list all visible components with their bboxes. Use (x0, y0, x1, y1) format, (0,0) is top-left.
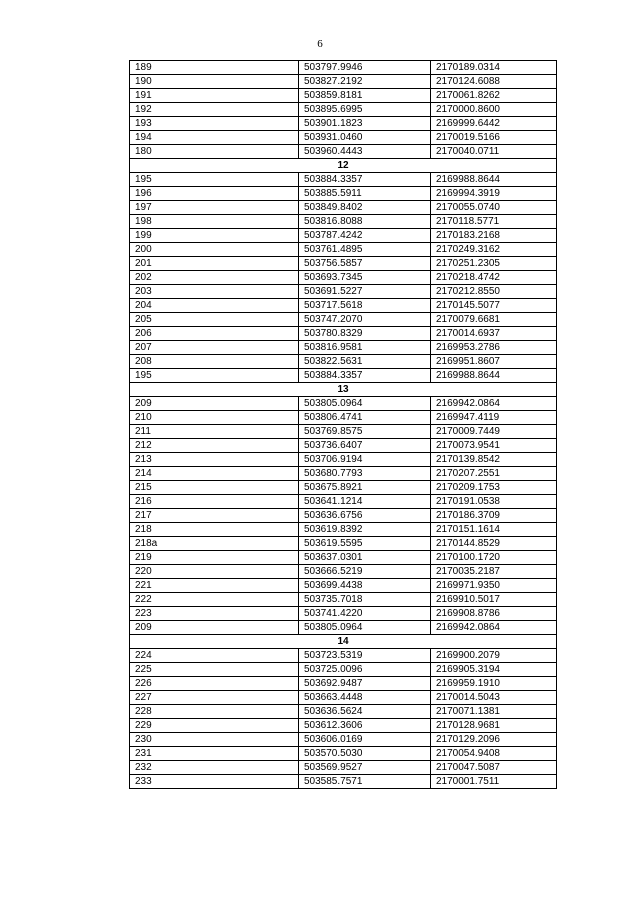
table-row (130, 495, 557, 509)
x-coordinate-cell: 503637.0301 (299, 551, 431, 565)
coordinates-table-body (130, 61, 557, 789)
y-coordinate-cell: 2170019.5166 (431, 131, 557, 145)
x-coordinate-cell: 503805.0964 (299, 397, 431, 411)
x-coordinate-cell: 503619.5595 (299, 537, 431, 551)
point-id-cell: 222 (130, 593, 299, 607)
table-row (130, 425, 557, 439)
table-row (130, 411, 557, 425)
table-row (130, 201, 557, 215)
y-coordinate-cell: 2169988.8644 (431, 173, 557, 187)
table-row (130, 565, 557, 579)
x-coordinate-cell: 503756.5857 (299, 257, 431, 271)
table-row (130, 439, 557, 453)
y-coordinate-cell: 2169910.5017 (431, 593, 557, 607)
table-row (130, 173, 557, 187)
x-coordinate-cell: 503619.8392 (299, 523, 431, 537)
x-coordinate-cell: 503636.5624 (299, 705, 431, 719)
y-coordinate-cell: 2170139.8542 (431, 453, 557, 467)
point-id-cell: 206 (130, 327, 299, 341)
point-id-cell: 208 (130, 355, 299, 369)
x-coordinate-cell: 503569.9527 (299, 761, 431, 775)
y-coordinate-cell: 2170054.9408 (431, 747, 557, 761)
page-number: 6 (317, 38, 323, 50)
table-row (130, 243, 557, 257)
point-id-cell: 209 (130, 621, 299, 635)
x-coordinate-cell: 503675.8921 (299, 481, 431, 495)
table-row (130, 649, 557, 663)
table-row (130, 523, 557, 537)
point-id-cell: 221 (130, 579, 299, 593)
x-coordinate-cell: 503717.5618 (299, 299, 431, 313)
y-coordinate-cell: 2170145.5077 (431, 299, 557, 313)
y-coordinate-cell: 2169947.4119 (431, 411, 557, 425)
table-row (130, 131, 557, 145)
table-row (130, 467, 557, 481)
section-number: 14 (130, 635, 557, 649)
table-row (130, 677, 557, 691)
y-coordinate-cell: 2170079.6681 (431, 313, 557, 327)
point-id-cell: 194 (130, 131, 299, 145)
table-row (130, 775, 557, 789)
y-coordinate-cell: 2170073.9541 (431, 439, 557, 453)
y-coordinate-cell: 2170118.5771 (431, 215, 557, 229)
point-id-cell: 203 (130, 285, 299, 299)
table-row (130, 285, 557, 299)
y-coordinate-cell: 2169999.6442 (431, 117, 557, 131)
x-coordinate-cell: 503699.4438 (299, 579, 431, 593)
x-coordinate-cell: 503822.5631 (299, 355, 431, 369)
table-row (130, 733, 557, 747)
x-coordinate-cell: 503780.8329 (299, 327, 431, 341)
point-id-cell: 196 (130, 187, 299, 201)
table-row (130, 537, 557, 551)
x-coordinate-cell: 503706.9194 (299, 453, 431, 467)
point-id-cell: 225 (130, 663, 299, 677)
y-coordinate-cell: 2170055.0740 (431, 201, 557, 215)
y-coordinate-cell: 2170207.2551 (431, 467, 557, 481)
point-id-cell: 231 (130, 747, 299, 761)
point-id-cell: 229 (130, 719, 299, 733)
table-row (130, 117, 557, 131)
x-coordinate-cell: 503849.8402 (299, 201, 431, 215)
x-coordinate-cell: 503805.0964 (299, 621, 431, 635)
table-row (130, 579, 557, 593)
table-row (130, 663, 557, 677)
section-number: 13 (130, 383, 557, 397)
point-id-cell: 189 (130, 61, 299, 75)
x-coordinate-cell: 503885.5911 (299, 187, 431, 201)
point-id-cell: 200 (130, 243, 299, 257)
y-coordinate-cell: 2170151.1614 (431, 523, 557, 537)
point-id-cell: 193 (130, 117, 299, 131)
y-coordinate-cell: 2170249.3162 (431, 243, 557, 257)
point-id-cell: 197 (130, 201, 299, 215)
y-coordinate-cell: 2170100.1720 (431, 551, 557, 565)
table-row (130, 89, 557, 103)
x-coordinate-cell: 503666.5219 (299, 565, 431, 579)
x-coordinate-cell: 503901.1823 (299, 117, 431, 131)
table-row (130, 229, 557, 243)
section-number: 12 (130, 159, 557, 173)
table-row (130, 145, 557, 159)
table-row (130, 691, 557, 705)
point-id-cell: 195 (130, 369, 299, 383)
y-coordinate-cell: 2169953.2786 (431, 341, 557, 355)
point-id-cell: 214 (130, 467, 299, 481)
table-row (130, 369, 557, 383)
table-row (130, 271, 557, 285)
y-coordinate-cell: 2170000.8600 (431, 103, 557, 117)
y-coordinate-cell: 2169988.8644 (431, 369, 557, 383)
point-id-cell: 220 (130, 565, 299, 579)
table-row (130, 705, 557, 719)
point-id-cell: 217 (130, 509, 299, 523)
point-id-cell: 209 (130, 397, 299, 411)
point-id-cell: 199 (130, 229, 299, 243)
x-coordinate-cell: 503787.4242 (299, 229, 431, 243)
table-row (130, 103, 557, 117)
x-coordinate-cell: 503723.5319 (299, 649, 431, 663)
table-row (130, 397, 557, 411)
y-coordinate-cell: 2170251.2305 (431, 257, 557, 271)
table-row (130, 313, 557, 327)
table-row (130, 257, 557, 271)
table-row (130, 355, 557, 369)
point-id-cell: 201 (130, 257, 299, 271)
x-coordinate-cell: 503747.2070 (299, 313, 431, 327)
point-id-cell: 218a (130, 537, 299, 551)
y-coordinate-cell: 2170186.3709 (431, 509, 557, 523)
table-row (130, 75, 557, 89)
x-coordinate-cell: 503806.4741 (299, 411, 431, 425)
table-row (130, 719, 557, 733)
y-coordinate-cell: 2170218.4742 (431, 271, 557, 285)
x-coordinate-cell: 503663.4448 (299, 691, 431, 705)
y-coordinate-cell: 2170128.9681 (431, 719, 557, 733)
x-coordinate-cell: 503895.6995 (299, 103, 431, 117)
point-id-cell: 192 (130, 103, 299, 117)
y-coordinate-cell: 2170035.2187 (431, 565, 557, 579)
y-coordinate-cell: 2169900.2079 (431, 649, 557, 663)
table-row (130, 61, 557, 75)
x-coordinate-cell: 503769.8575 (299, 425, 431, 439)
y-coordinate-cell: 2169951.8607 (431, 355, 557, 369)
point-id-cell: 212 (130, 439, 299, 453)
table-row (130, 215, 557, 229)
section-header-row (130, 159, 557, 173)
x-coordinate-cell: 503736.6407 (299, 439, 431, 453)
section-header-row (130, 635, 557, 649)
y-coordinate-cell: 2170183.2168 (431, 229, 557, 243)
coordinates-table (129, 60, 557, 789)
point-id-cell: 180 (130, 145, 299, 159)
point-id-cell: 204 (130, 299, 299, 313)
point-id-cell: 207 (130, 341, 299, 355)
table-row (130, 593, 557, 607)
x-coordinate-cell: 503741.4220 (299, 607, 431, 621)
y-coordinate-cell: 2170040.0711 (431, 145, 557, 159)
y-coordinate-cell: 2170014.5043 (431, 691, 557, 705)
point-id-cell: 233 (130, 775, 299, 789)
y-coordinate-cell: 2169942.0864 (431, 397, 557, 411)
table-row (130, 551, 557, 565)
x-coordinate-cell: 503585.7571 (299, 775, 431, 789)
point-id-cell: 219 (130, 551, 299, 565)
point-id-cell: 190 (130, 75, 299, 89)
table-row (130, 607, 557, 621)
y-coordinate-cell: 2169959.1910 (431, 677, 557, 691)
point-id-cell: 232 (130, 761, 299, 775)
x-coordinate-cell: 503827.2192 (299, 75, 431, 89)
y-coordinate-cell: 2169942.0864 (431, 621, 557, 635)
point-id-cell: 210 (130, 411, 299, 425)
point-id-cell: 213 (130, 453, 299, 467)
x-coordinate-cell: 503761.4895 (299, 243, 431, 257)
table-row (130, 481, 557, 495)
y-coordinate-cell: 2170124.6088 (431, 75, 557, 89)
x-coordinate-cell: 503606.0169 (299, 733, 431, 747)
table-row (130, 299, 557, 313)
x-coordinate-cell: 503960.4443 (299, 145, 431, 159)
table-row (130, 509, 557, 523)
point-id-cell: 198 (130, 215, 299, 229)
y-coordinate-cell: 2170001.7511 (431, 775, 557, 789)
point-id-cell: 195 (130, 173, 299, 187)
y-coordinate-cell: 2170129.2096 (431, 733, 557, 747)
table-row (130, 327, 557, 341)
x-coordinate-cell: 503816.9581 (299, 341, 431, 355)
table-row (130, 761, 557, 775)
x-coordinate-cell: 503884.3357 (299, 369, 431, 383)
y-coordinate-cell: 2169908.8786 (431, 607, 557, 621)
table-row (130, 341, 557, 355)
point-id-cell: 191 (130, 89, 299, 103)
section-header-row (130, 383, 557, 397)
point-id-cell: 224 (130, 649, 299, 663)
x-coordinate-cell: 503680.7793 (299, 467, 431, 481)
point-id-cell: 202 (130, 271, 299, 285)
point-id-cell: 223 (130, 607, 299, 621)
x-coordinate-cell: 503692.9487 (299, 677, 431, 691)
y-coordinate-cell: 2170212.8550 (431, 285, 557, 299)
x-coordinate-cell: 503612.3606 (299, 719, 431, 733)
x-coordinate-cell: 503816.8088 (299, 215, 431, 229)
x-coordinate-cell: 503570.5030 (299, 747, 431, 761)
point-id-cell: 205 (130, 313, 299, 327)
x-coordinate-cell: 503859.8181 (299, 89, 431, 103)
table-row (130, 453, 557, 467)
x-coordinate-cell: 503735.7018 (299, 593, 431, 607)
x-coordinate-cell: 503884.3357 (299, 173, 431, 187)
point-id-cell: 211 (130, 425, 299, 439)
x-coordinate-cell: 503693.7345 (299, 271, 431, 285)
y-coordinate-cell: 2170189.0314 (431, 61, 557, 75)
table-row (130, 747, 557, 761)
table-row (130, 187, 557, 201)
y-coordinate-cell: 2170191.0538 (431, 495, 557, 509)
x-coordinate-cell: 503641.1214 (299, 495, 431, 509)
y-coordinate-cell: 2169994.3919 (431, 187, 557, 201)
x-coordinate-cell: 503725.0096 (299, 663, 431, 677)
y-coordinate-cell: 2170014.6937 (431, 327, 557, 341)
point-id-cell: 216 (130, 495, 299, 509)
point-id-cell: 218 (130, 523, 299, 537)
point-id-cell: 227 (130, 691, 299, 705)
table-row (130, 621, 557, 635)
point-id-cell: 228 (130, 705, 299, 719)
x-coordinate-cell: 503931.0460 (299, 131, 431, 145)
y-coordinate-cell: 2169905.3194 (431, 663, 557, 677)
point-id-cell: 230 (130, 733, 299, 747)
x-coordinate-cell: 503797.9946 (299, 61, 431, 75)
y-coordinate-cell: 2170144.8529 (431, 537, 557, 551)
y-coordinate-cell: 2170009.7449 (431, 425, 557, 439)
y-coordinate-cell: 2170071.1381 (431, 705, 557, 719)
x-coordinate-cell: 503636.6756 (299, 509, 431, 523)
y-coordinate-cell: 2170047.5087 (431, 761, 557, 775)
point-id-cell: 226 (130, 677, 299, 691)
y-coordinate-cell: 2169971.9350 (431, 579, 557, 593)
point-id-cell: 215 (130, 481, 299, 495)
x-coordinate-cell: 503691.5227 (299, 285, 431, 299)
y-coordinate-cell: 2170209.1753 (431, 481, 557, 495)
y-coordinate-cell: 2170061.8262 (431, 89, 557, 103)
